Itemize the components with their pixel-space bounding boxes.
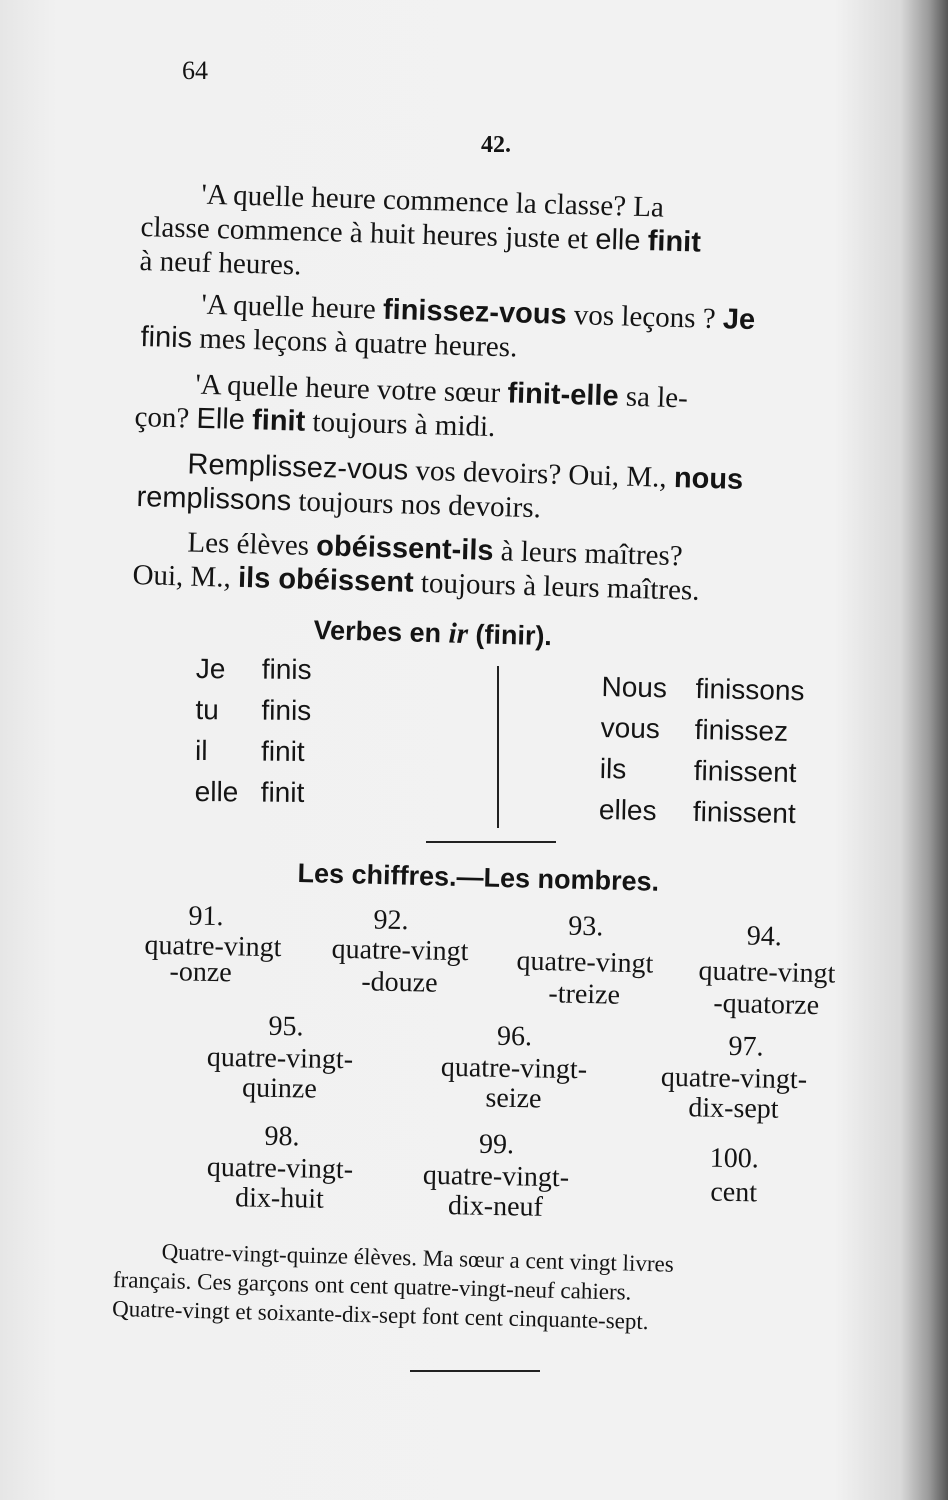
conj-row (601, 666, 805, 711)
number-word-2: dix-neuf (447, 1190, 544, 1223)
number-value: 95. (268, 1010, 304, 1043)
pronoun: Nous (601, 670, 668, 704)
closing-line-3: Quatre-vingt et soixante-dix-sept font cent cinquante-sept. (111, 1295, 649, 1335)
p2-line1a: 'A quelle heure (201, 288, 384, 326)
number-value: 94. (746, 920, 783, 953)
number-value: 93. (567, 910, 604, 943)
p5-line2c: toujours à leurs maîtres. (413, 566, 700, 607)
numbers-heading: Les chiffres.—Les nombres. (297, 858, 660, 897)
number-value: 92. (373, 904, 409, 937)
p1-line1: 'A quelle heure commence la classe? La (201, 178, 665, 224)
number-word-2: -quatorze (713, 987, 820, 1022)
section-number: 42. (481, 132, 511, 158)
p1-elle: elle (594, 223, 641, 257)
number-word-1: cent (710, 1176, 758, 1209)
p1-line3: à neuf heures. (139, 244, 302, 282)
conj-row (600, 707, 804, 752)
pronoun: elles (598, 793, 657, 827)
number-95 (179, 1010, 381, 1105)
number-word-1: quatre-vingt- (660, 1061, 808, 1096)
number-97 (633, 1030, 835, 1125)
paragraph-5 (132, 524, 701, 608)
verbs-heading-b: (finir). (467, 619, 553, 652)
p3-line1c: sa le- (618, 380, 689, 415)
p3-line2a: çon? (134, 400, 197, 435)
number-word-1: quatre-vingt (144, 929, 282, 964)
number-94 (671, 920, 863, 1022)
number-word-1: quatre-vingt- (206, 1151, 354, 1186)
p4-nous: nous (673, 461, 744, 496)
pronoun: il (194, 734, 208, 767)
conj-row (195, 730, 311, 772)
number-value: 96. (496, 1020, 533, 1053)
pronoun: vous (600, 711, 661, 745)
verb-form: finis (261, 653, 312, 686)
pronoun: tu (195, 693, 219, 726)
verb-form: finis (261, 694, 312, 727)
p4-line1b: vos devoirs? Oui, M., (407, 454, 675, 494)
number-word-2: -treize (548, 978, 621, 1011)
verbs-heading (313, 614, 552, 653)
number-word-2: dix-huit (234, 1182, 325, 1215)
number-92 (304, 904, 496, 999)
verb-form: finit (260, 776, 305, 808)
verb-form: finissez (694, 713, 789, 747)
number-word-2: dix-sept (688, 1092, 779, 1125)
number-word-2: -douze (361, 966, 438, 999)
p2-finis: finis (140, 320, 193, 355)
page-number: 64 (182, 56, 208, 85)
number-96 (413, 1020, 615, 1115)
number-word-1: quatre-vingt (331, 933, 469, 968)
number-93 (489, 910, 681, 1012)
number-100 (653, 1143, 814, 1210)
p3-finit: finit (251, 404, 306, 438)
p5-ils-obeissent: ils obéissent (237, 561, 415, 599)
p3-elle: Elle (196, 402, 246, 437)
paragraph-1 (139, 176, 702, 294)
number-word-1: quatre-vingt- (440, 1051, 588, 1086)
pronoun: ils (599, 752, 627, 785)
pronoun: elle (194, 775, 239, 808)
section-rule-1 (426, 841, 556, 843)
verb-form: finissons (695, 672, 805, 707)
p5-line1a: Les élèves (187, 526, 317, 563)
verb-form: finissent (693, 754, 797, 789)
paragraph-3 (134, 366, 688, 449)
verbs-heading-ir: ir (448, 617, 469, 651)
p4-remplissez-vous: Remplissez-vous (187, 448, 409, 487)
verb-form: finissent (692, 795, 796, 830)
paragraph-2 (140, 286, 755, 371)
p3-line1a: 'A quelle heure votre sœur (195, 368, 508, 410)
number-value: 98. (264, 1120, 300, 1153)
p5-line1c: à leurs maîtres? (493, 535, 684, 573)
conj-row (599, 789, 803, 834)
p3-line2d: toujours à midi. (304, 405, 496, 444)
verbs-heading-a: Verbes en (313, 614, 450, 649)
p4-remplissons: remplissons (136, 480, 292, 518)
number-91 (117, 900, 308, 989)
closing-line-2: français. Ces garçons ont cent quatre-vingt-neuf cahiers. (112, 1266, 632, 1305)
number-word-1: quatre-vingt- (422, 1159, 570, 1194)
number-word-2: -onze (169, 956, 232, 989)
p2-je: Je (722, 303, 756, 337)
p3-finit-elle: finit-elle (506, 377, 620, 413)
section-rule-2 (410, 1370, 540, 1372)
p1-line2a: classe commence à huit heures juste et (140, 210, 596, 256)
p5-line2a: Oui, M., (132, 558, 239, 594)
number-99 (395, 1128, 597, 1223)
p5-obeissent-ils: obéissent-ils (315, 530, 494, 568)
number-word-2: seize (485, 1082, 542, 1115)
number-word-1: quatre-vingt (698, 955, 836, 990)
number-word-2: quinze (241, 1072, 318, 1105)
number-value: 100. (709, 1142, 760, 1175)
p2-finissez-vous: finissez-vous (382, 293, 568, 331)
conj-row (196, 648, 312, 690)
conj-row (195, 689, 311, 731)
conj-row (599, 748, 803, 793)
paragraph-4 (136, 446, 744, 531)
verb-form: finit (260, 735, 305, 767)
conj-row (195, 771, 311, 813)
conjugation-plural (599, 666, 805, 834)
conjugation-singular (195, 648, 312, 813)
number-value: 91. (188, 900, 224, 933)
p4-line2b: toujours nos devoirs. (290, 485, 542, 525)
closing-paragraph (112, 1236, 674, 1337)
number-value: 97. (728, 1030, 764, 1063)
number-word-1: quatre-vingt (516, 945, 654, 980)
number-98 (179, 1120, 381, 1215)
p1-finit: finit (647, 225, 702, 259)
pronoun: Je (195, 652, 226, 685)
closing-line-1: Quatre-vingt-quinze élèves. Ma sœur a cent vingt livres (161, 1239, 675, 1277)
p2-line1c: vos leçons ? (566, 298, 724, 336)
number-value: 99. (478, 1128, 515, 1161)
number-word-1: quatre-vingt- (206, 1041, 354, 1076)
p2-line2: mes leçons à quatre heures. (191, 322, 518, 364)
conjugation-divider (497, 666, 499, 828)
